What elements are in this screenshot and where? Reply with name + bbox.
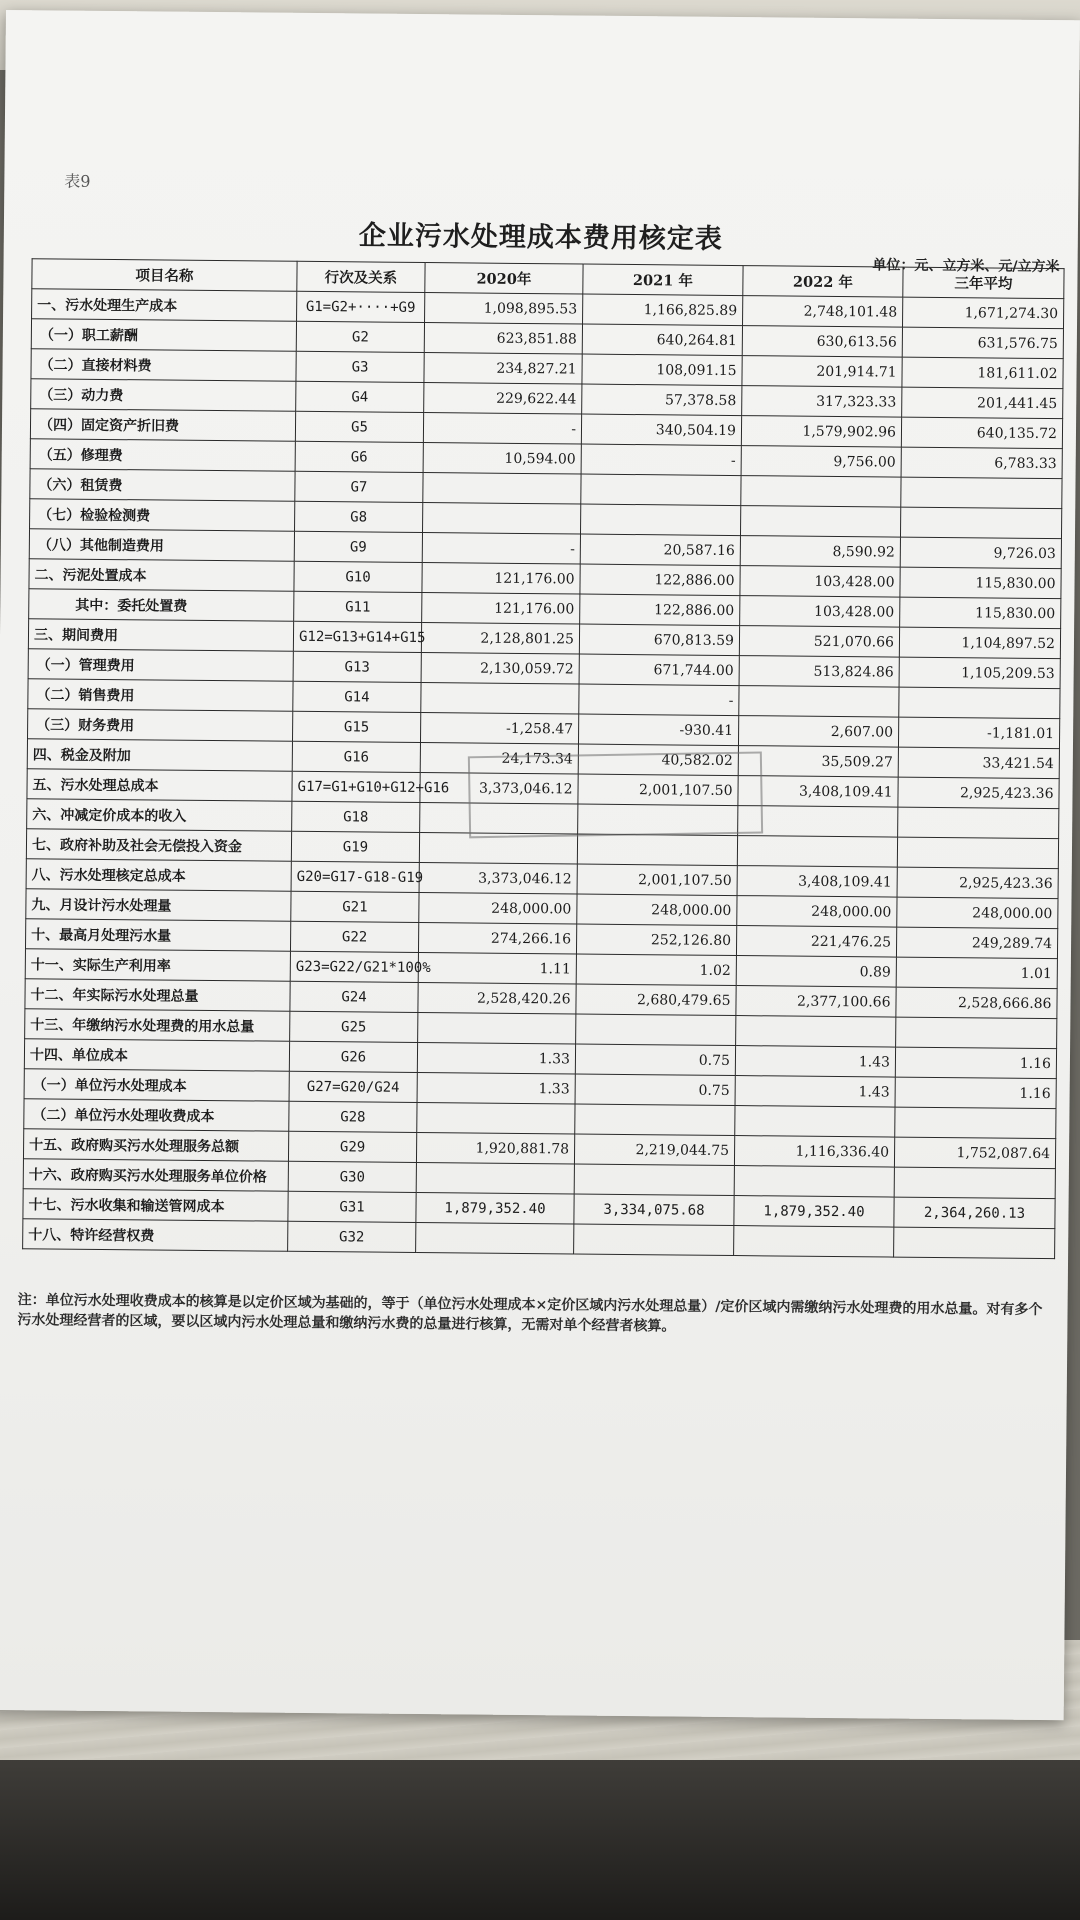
value-2021: 40,582.02 [578, 744, 738, 776]
row-name: （一）职工薪酬 [31, 319, 296, 352]
row-code: G14 [293, 681, 421, 712]
value-2021: - [581, 444, 741, 476]
value-2021 [576, 1014, 736, 1046]
row-name: 十三、年缴纳污水处理费的用水总量 [25, 1009, 290, 1042]
value-average: 1,104,897.52 [899, 627, 1060, 659]
value-2021: 252,126.80 [576, 924, 736, 956]
value-average [894, 1167, 1055, 1199]
unit-label: 单位：元、立方米、元/立方米 [872, 257, 1060, 276]
header-item-name: 项目名称 [32, 259, 297, 292]
row-name: 三、期间费用 [28, 619, 293, 652]
value-2022: 35,509.27 [738, 746, 898, 778]
value-2022 [739, 686, 899, 718]
value-2020: 1.33 [417, 1042, 575, 1074]
value-2022: 513,824.86 [739, 656, 899, 688]
value-2021: 108,091.15 [582, 354, 742, 386]
value-2020: 1.33 [417, 1072, 575, 1104]
row-code: G11 [294, 591, 422, 622]
value-2021 [575, 1104, 735, 1136]
value-2020: - [422, 533, 580, 565]
value-2021: -930.41 [578, 714, 738, 746]
value-2022: 3,408,109.41 [737, 866, 897, 898]
value-2020: 1.11 [418, 953, 576, 985]
row-name: 一、污水处理生产成本 [32, 289, 297, 322]
value-2020 [423, 473, 581, 505]
value-2020: 2,128,801.25 [421, 623, 579, 655]
value-2020 [416, 1222, 574, 1254]
row-code: G27=G20/G24 [289, 1071, 417, 1102]
row-name: 十一、实际生产利用率 [25, 949, 290, 982]
value-2022: 1.43 [735, 1076, 895, 1108]
page-title: 企业污水处理成本费用核定表 [358, 220, 723, 255]
value-2021: 671,744.00 [579, 654, 739, 686]
header-2020: 2020年 [425, 263, 583, 295]
value-average: 9,726.03 [900, 537, 1061, 569]
value-2021 [580, 504, 740, 536]
row-name: 四、税金及附加 [27, 739, 292, 772]
value-2022: 1,116,336.40 [734, 1136, 894, 1168]
value-average: 1.16 [895, 1077, 1056, 1109]
value-average: 33,421.54 [898, 747, 1059, 779]
row-name: 十六、政府购买污水处理服务单位价格 [23, 1159, 288, 1192]
value-2021: 0.75 [575, 1044, 735, 1076]
row-code: G3 [296, 351, 424, 382]
value-2021: 1,166,825.89 [583, 294, 743, 326]
row-code: G12=G13+G14+G15 [293, 621, 421, 652]
value-2022: 630,613.56 [742, 326, 902, 358]
row-name: （二）销售费用 [28, 679, 293, 712]
value-average: 2,925,423.36 [898, 777, 1059, 809]
value-2021: 1.02 [576, 954, 736, 986]
row-code: G26 [289, 1041, 417, 1072]
value-2021: 122,886.00 [580, 594, 740, 626]
row-code: G16 [292, 741, 420, 772]
value-2020: 10,594.00 [423, 443, 581, 475]
row-code: G29 [288, 1131, 416, 1162]
row-name: 十四、单位成本 [24, 1039, 289, 1072]
value-2020 [418, 1013, 576, 1045]
value-average [899, 687, 1060, 719]
row-name: （一）管理费用 [28, 649, 293, 682]
value-2020 [421, 683, 579, 715]
row-name: 十七、污水收集和输送管网成本 [23, 1189, 288, 1222]
row-name: 十二、年实际污水处理总量 [25, 979, 290, 1012]
value-average [896, 1017, 1057, 1049]
value-2020 [416, 1162, 574, 1194]
row-name: （二）直接材料费 [31, 349, 296, 382]
value-2021: 2,001,107.50 [577, 864, 737, 896]
value-2020: -1,258.47 [420, 713, 578, 745]
row-code: G17=G1+G10+G12+G16 [292, 771, 420, 802]
value-2022: 2,748,101.48 [743, 296, 903, 328]
row-code: G28 [289, 1101, 417, 1132]
value-2020: 3,373,046.12 [419, 863, 577, 895]
value-average: 2,925,423.36 [897, 867, 1058, 899]
value-2022: 1,879,352.40 [734, 1196, 894, 1228]
value-2020: 234,827.21 [424, 353, 582, 385]
row-code: G7 [295, 471, 423, 502]
value-average: 2,528,666.86 [896, 987, 1057, 1019]
row-code: G5 [295, 411, 423, 442]
value-average: 115,830.00 [900, 567, 1061, 599]
row-name: （六）租赁费 [30, 469, 295, 502]
value-2020: 274,266.16 [418, 923, 576, 955]
value-average: 1,671,274.30 [902, 297, 1063, 329]
value-average: 249,289.74 [896, 927, 1057, 959]
row-code: G32 [288, 1221, 416, 1252]
value-2020: 24,173.34 [420, 743, 578, 775]
row-code: G23=G22/G21*100% [290, 951, 418, 982]
value-2020 [423, 503, 581, 535]
header-2022: 2022 年 [743, 266, 903, 298]
value-2020: 248,000.00 [419, 893, 577, 925]
value-average: 1.01 [896, 957, 1057, 989]
footnote: 注：单位污水处理收费成本的核算是以定价区域为基础的，等于（单位污水处理成本×定价区域内污水处理总量）/定价区域内需缴纳污水处理费的用水总量。对有多个污水处理经营者的区域，要以区域内污水处理总量和缴纳污水费的总量进行核算，无需对单个经营者核算。 [17, 1292, 1043, 1335]
value-2022: 317,323.33 [742, 386, 902, 418]
value-average: 631,576.75 [902, 327, 1063, 359]
desk-shadow [0, 1760, 1080, 1920]
value-2022 [736, 1016, 896, 1048]
value-2021: 248,000.00 [577, 894, 737, 926]
row-code: G19 [291, 831, 419, 862]
value-2020: 1,879,352.40 [416, 1192, 574, 1224]
value-2022 [737, 836, 897, 868]
row-code: G15 [292, 711, 420, 742]
row-name: 九、月设计污水处理量 [26, 889, 291, 922]
value-2021 [574, 1164, 734, 1196]
value-2021: 122,886.00 [580, 564, 740, 596]
row-name: （四）固定资产折旧费 [30, 409, 295, 442]
row-name: （一）单位污水处理成本 [24, 1069, 289, 1102]
value-2022: 103,428.00 [740, 596, 900, 628]
value-average [898, 807, 1059, 839]
row-code: G31 [288, 1191, 416, 1222]
value-average: 181,611.02 [902, 357, 1063, 389]
document-page [0, 10, 1080, 1720]
value-average [900, 507, 1061, 539]
row-code: G1=G2+····+G9 [297, 291, 425, 322]
value-2022: 1,579,902.96 [741, 416, 901, 448]
value-2020: 623,851.88 [424, 323, 582, 355]
value-2022: 521,070.66 [739, 626, 899, 658]
official-seal [468, 751, 763, 838]
row-name: 七、政府补助及社会无偿投入资金 [26, 829, 291, 862]
row-name: 八、污水处理核定总成本 [26, 859, 291, 892]
value-2020: 121,176.00 [422, 563, 580, 595]
row-name: 十、最高月处理污水量 [25, 919, 290, 952]
value-2020: 121,176.00 [422, 593, 580, 625]
value-2022: 9,756.00 [741, 446, 901, 478]
value-2020: 229,622.44 [424, 383, 582, 415]
row-name: （八）其他制造费用 [29, 529, 294, 562]
value-average [894, 1227, 1055, 1259]
value-2021 [581, 474, 741, 506]
row-name: 六、冲减定价成本的收入 [27, 799, 292, 832]
value-2022: 201,914.71 [742, 356, 902, 388]
row-code: G24 [290, 981, 418, 1012]
value-2021: 2,680,479.65 [576, 984, 736, 1016]
value-average: 640,135.72 [901, 417, 1062, 449]
value-average: -1,181.01 [898, 717, 1059, 749]
value-2022: 1.43 [735, 1046, 895, 1078]
value-2022: 2,607.00 [738, 716, 898, 748]
value-2021: 2,001,107.50 [578, 774, 738, 806]
value-2021: 20,587.16 [580, 534, 740, 566]
row-name: 二、污泥处置成本 [29, 559, 294, 592]
value-average: 2,364,260.13 [894, 1197, 1055, 1229]
row-name: （二）单位污水处理收费成本 [24, 1099, 289, 1132]
value-average [897, 837, 1058, 869]
value-average: 248,000.00 [897, 897, 1058, 929]
header-row-code: 行次及关系 [297, 261, 425, 292]
row-code: G25 [290, 1011, 418, 1042]
row-name: （五）修理费 [30, 439, 295, 472]
value-2021: 0.75 [575, 1074, 735, 1106]
row-code: G13 [293, 651, 421, 682]
value-2020: 2,130,059.72 [421, 653, 579, 685]
row-name: 其中：委托处置费 [29, 589, 294, 622]
value-2020: 1,920,881.78 [416, 1132, 574, 1164]
row-name: 十八、特许经营权费 [23, 1219, 288, 1252]
value-2021: 640,264.81 [582, 324, 742, 356]
value-2020: 3,373,046.12 [420, 773, 578, 805]
value-average: 115,830.00 [900, 597, 1061, 629]
row-name: 五、污水处理总成本 [27, 769, 292, 802]
value-2022: 0.89 [736, 956, 896, 988]
row-name: 十五、政府购买污水处理服务总额 [23, 1129, 288, 1162]
value-2020: 1,098,895.53 [425, 293, 583, 325]
value-average: 201,441.45 [902, 387, 1063, 419]
value-2021: 670,813.59 [579, 624, 739, 656]
row-name: （七）检验检测费 [30, 499, 295, 532]
row-code: G18 [292, 801, 420, 832]
value-average: 1,105,209.53 [899, 657, 1060, 689]
value-2022: 2,377,100.66 [736, 986, 896, 1018]
header-average: 三年平均 [903, 267, 1064, 299]
row-code: G10 [294, 561, 422, 592]
value-average: 1,752,087.64 [894, 1137, 1055, 1169]
value-2021: 57,378.58 [582, 384, 742, 416]
row-code: G2 [296, 321, 424, 352]
value-2022 [734, 1166, 894, 1198]
value-2021: 3,334,075.68 [574, 1194, 734, 1226]
value-2021 [577, 834, 737, 866]
row-name: （三）动力费 [31, 379, 296, 412]
value-average: 1.16 [895, 1047, 1056, 1079]
value-average [895, 1107, 1056, 1139]
row-code: G22 [290, 921, 418, 952]
row-code: G20=G17-G18-G19 [291, 861, 419, 892]
row-code: G8 [295, 501, 423, 532]
value-average: 6,783.33 [901, 447, 1062, 479]
row-code: G4 [296, 381, 424, 412]
value-average [901, 477, 1062, 509]
value-2022: 103,428.00 [740, 566, 900, 598]
page-number: 表9 [64, 171, 91, 191]
row-code: G21 [291, 891, 419, 922]
value-2021: 2,219,044.75 [574, 1134, 734, 1166]
value-2022 [741, 476, 901, 508]
row-code: G6 [295, 441, 423, 472]
value-2022 [740, 506, 900, 538]
value-2020: 2,528,420.26 [418, 983, 576, 1015]
row-code: G30 [288, 1161, 416, 1192]
row-name: （三）财务费用 [28, 709, 293, 742]
row-code: G9 [294, 531, 422, 562]
value-2021: 340,504.19 [581, 414, 741, 446]
value-2022: 3,408,109.41 [738, 776, 898, 808]
value-2022: 221,476.25 [736, 926, 896, 958]
value-2022: 248,000.00 [737, 896, 897, 928]
value-2021: - [579, 684, 739, 716]
value-2022 [735, 1106, 895, 1138]
value-2021 [574, 1224, 734, 1256]
value-2022: 8,590.92 [740, 536, 900, 568]
value-2020 [417, 1102, 575, 1134]
value-2022 [734, 1226, 894, 1258]
value-2020: - [423, 413, 581, 445]
header-2021: 2021 年 [583, 264, 743, 296]
